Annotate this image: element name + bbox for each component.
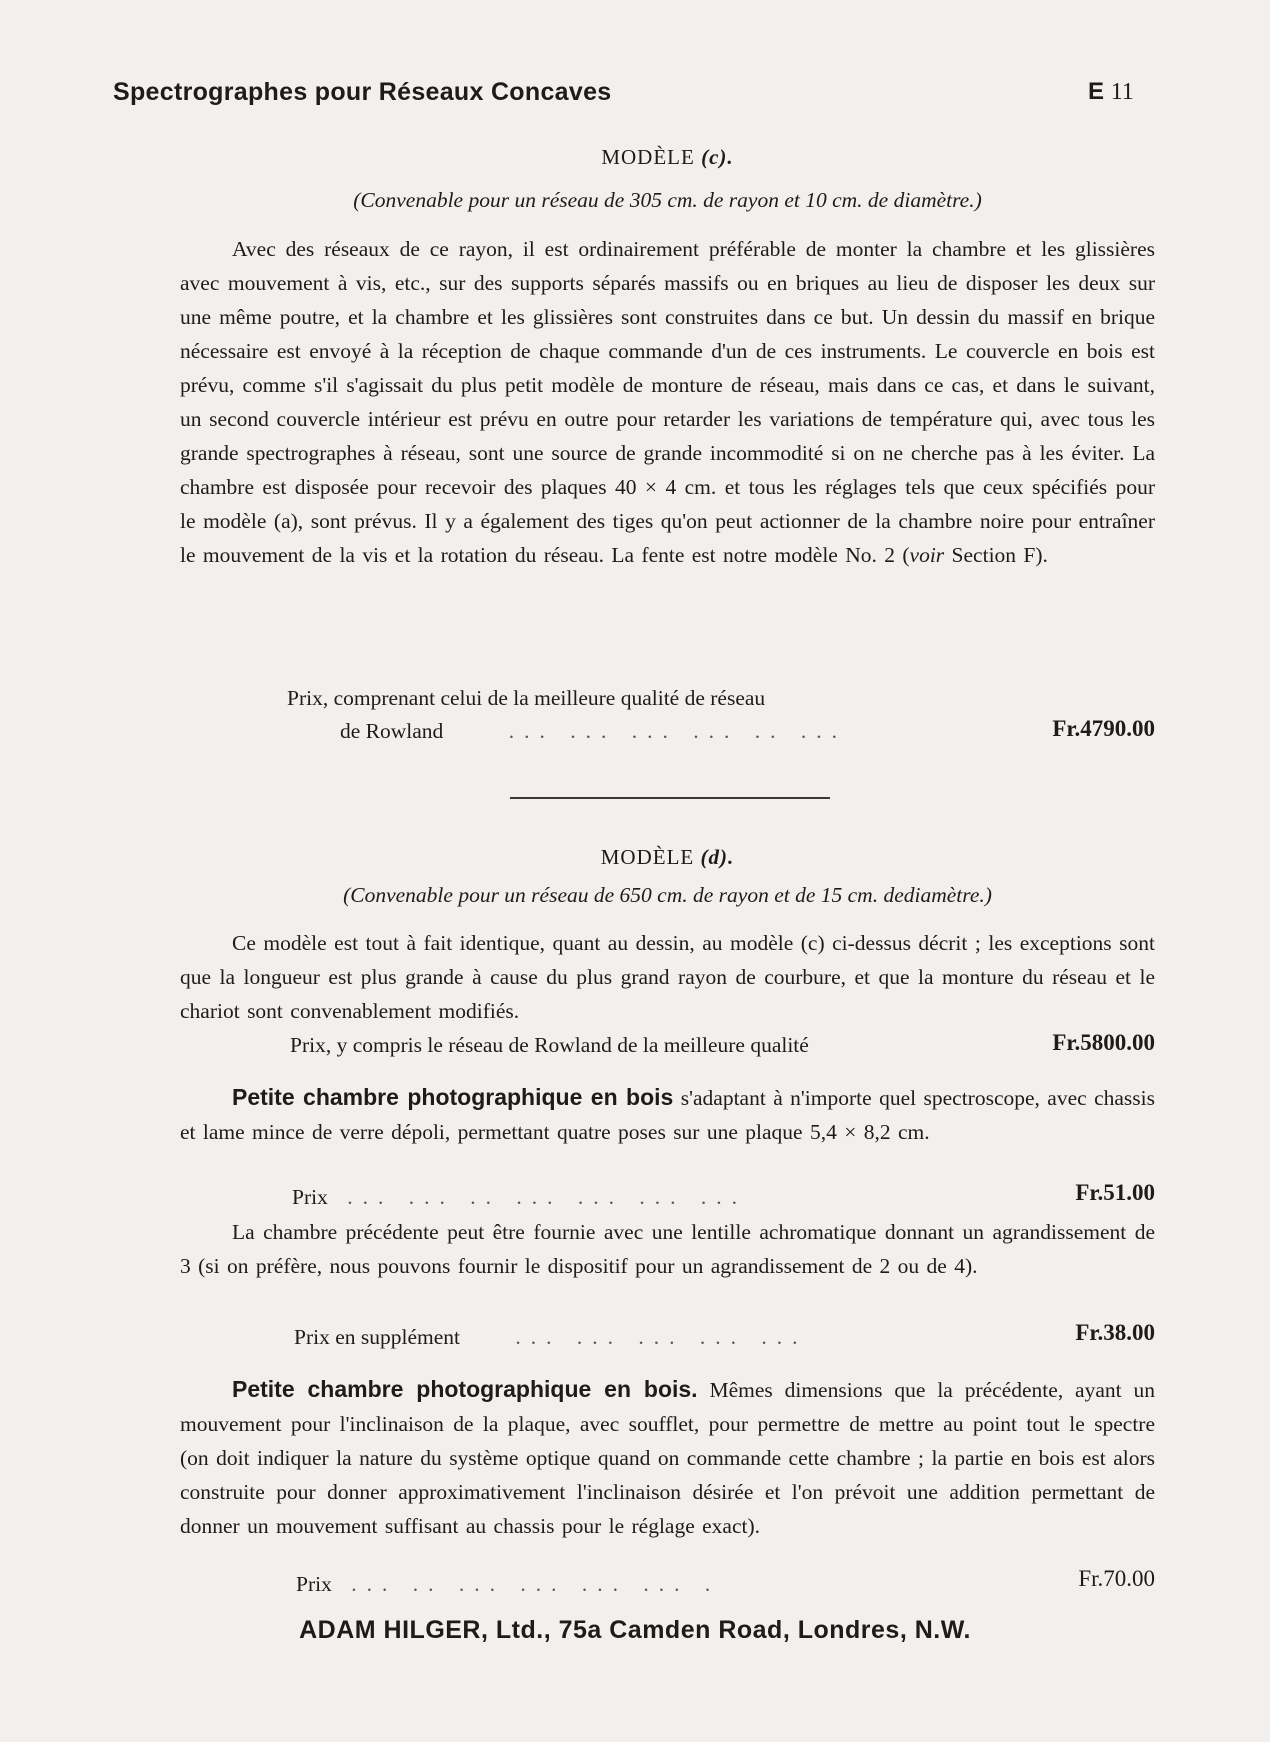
tilting-camera-price-label: Prix [296,1572,332,1596]
model-c-price-label-line1: Prix, comprenant celui de la meilleure qualité de réseau [287,686,766,710]
model-c-heading [180,145,1155,170]
leader-dots: ... ... ... ... ... [515,1325,808,1349]
model-d-letter: (d). [700,845,735,869]
leader-dots: ... ... .. ... ... ... ... [347,1185,747,1209]
model-c-price-row [340,719,1155,744]
small-camera-title: Petite chambre photographique en bois [232,1084,674,1110]
model-d-price: Fr.5800.00 [1052,1030,1155,1055]
tilting-camera-text: Mêmes dimensions que la précédente, ayant un mouvement pour l'inclinaison de la plaque, avec soufflet, pour permettre de mettre au point tout le spectre (on doit indiquer la nature du système optique quand on commande cette chambre ; la partie en bois est alors construite pour donner approximativement l'inclinaison désirée et l'on prévoit une addition permettant de donner un mouvement suffisant au chassis pour le réglage exact). [180,1378,1155,1538]
model-c-letter: (c). [701,145,734,169]
model-d-subtitle: (Convenable pour un réseau de 650 cm. de rayon et de 15 cm. dediamètre.) [343,883,992,907]
model-c-description-text: Avec des réseaux de ce rayon, il est ordinairement préférable de monter la chambre et les glissières avec mouvement à vis, etc., sur des supports séparés massifs ou en briques au lieu de disposer les deux sur une même poutre, et la chambre et les glissières sont construites dans ce but. Un dessin du massif en brique nécessaire est envoyé à la réception de chaque commande d'un de ces instruments. Le couvercle en bois est prévu, comme s'il s'agissait du plus petit modèle de monture de réseau, mais dans ce cas, et dans le suivant, un second couvercle intérieur est prévu en outre pour retarder les variations de température qui, avec tous les grande spectrographes à réseau, sont une source de grande incommodité si on ne cherche pas à les éviter. La chambre est disposée pour recevoir des plaques 40 × 4 cm. et tous les réglages tels que ceux spécifiés pour le modèle (a), sont prévus. Il y a également des tiges qu'on peut actionner de la chambre noire pour entraîner le mouvement de la vis et la rotation du réseau. La fente est notre modèle No. 2 ( [180,237,1155,567]
lens-option-price: Fr.38.00 [1075,1320,1155,1345]
small-camera-price-row [292,1185,747,1210]
model-d-heading [180,845,1155,870]
model-c-heading-text: MODÈLE [601,145,695,169]
tilting-camera-description [180,1372,1155,1543]
model-c-price: Fr.4790.00 [1052,716,1155,741]
model-c-description-italic: voir [909,543,945,567]
section-divider [510,797,830,799]
page-number-value: 11 [1110,79,1134,105]
leader-dots: ... .. ... ... ... ... . [351,1572,721,1596]
small-camera-description [180,1080,1155,1149]
model-c-description [180,232,1155,572]
small-camera-price-label: Prix [292,1185,328,1209]
tilting-camera-price: Fr.70.00 [1078,1566,1155,1591]
tilting-camera-title: Petite chambre photographique en bois. [232,1376,698,1402]
small-camera-text: s'adaptant à n'importe quel spectroscope, avec chassis et lame mince de verre dépoli, permettant quatre poses sur une plaque 5,4 × 8,2 cm. [180,1086,1155,1144]
model-c-subtitle: (Convenable pour un réseau de 305 cm. de rayon et 10 cm. de diamètre.) [353,188,982,212]
page-title: Spectrographes pour Réseaux Concaves [113,78,612,106]
lens-option-price-label: Prix en supplément [294,1325,461,1349]
model-d-heading-text: MODÈLE [600,845,695,869]
leader-dots: ... ... ... ... .. ... [508,719,847,743]
model-d-price-label: Prix, y compris le réseau de Rowland de la meilleure qualité [290,1033,809,1057]
lens-option-price-row [294,1325,808,1350]
publisher-footer: ADAM HILGER, Ltd., 75a Camden Road, Londres, N.W. [299,1616,971,1644]
page-number [1088,78,1134,106]
model-c-price-label-line2: de Rowland [340,719,444,743]
small-camera-price: Fr.51.00 [1075,1180,1155,1205]
model-d-description: Ce modèle est tout à fait identique, quant au dessin, au modèle (c) ci-dessus décrit ; les exceptions sont que la longueur est plus grande à cause du plus grand rayon de courbure, et que la monture du réseau et le chariot sont convenablement modifiés. [180,931,1155,1023]
section-letter: E [1088,78,1105,105]
lens-option-description: La chambre précédente peut être fournie avec une lentille achromatique donnant un agrandissement de 3 (si on préfère, nous pouvons fournir le dispositif pour un agrandissement de 2 ou de 4). [180,1220,1155,1278]
tilting-camera-price-row [296,1572,720,1597]
model-c-description-end: Section F). [944,543,1048,567]
